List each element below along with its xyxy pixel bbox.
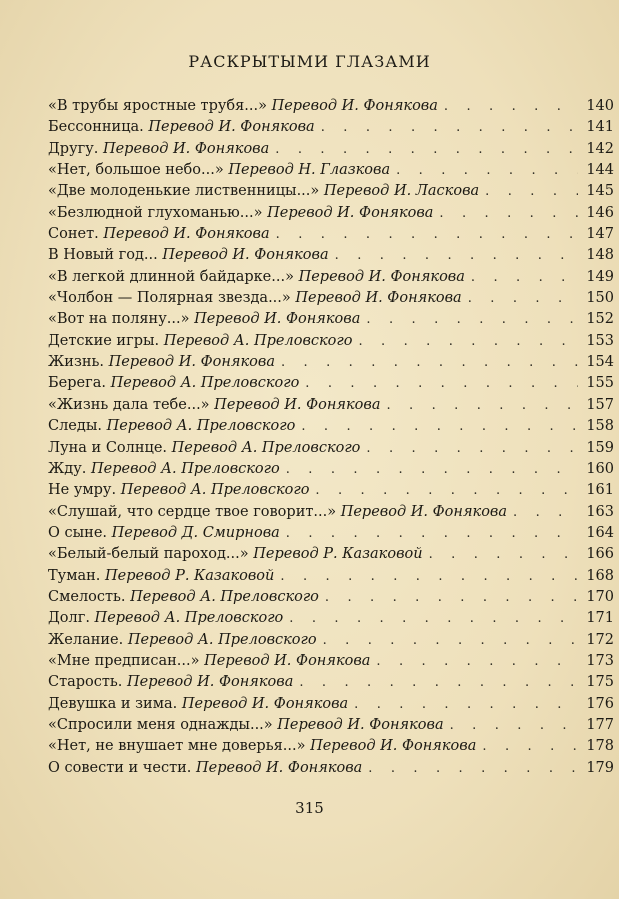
dot-leader [305,373,578,394]
dot-leader [450,715,578,736]
toc-row [48,736,614,757]
toc-title: «Мне предписан...» [48,652,200,669]
toc-title: «Слушай, что сердце твое говорит...» [48,503,337,520]
toc-title: «Нет, большое небо...» [48,162,224,179]
toc-page-number: 171 [586,610,614,627]
page-number: 315 [295,799,324,817]
toc-entry [48,160,390,181]
toc-row [48,373,614,394]
dot-leader [439,203,578,224]
toc-page-number: 148 [586,247,614,264]
toc-title: Детские игры. [48,332,160,349]
toc-credit: Перевод И. Фонякова [194,311,361,328]
toc-row [48,672,614,693]
toc-credit: Перевод А. Преловского [163,332,353,349]
toc-row [48,651,614,672]
toc-entry [48,267,465,288]
toc-credit: Перевод А. Преловского [110,375,300,392]
toc-title: «Нет, не внушает мне доверья...» [48,738,306,755]
toc-entry [48,587,319,608]
dot-leader [335,245,578,266]
toc-entry [48,651,370,672]
toc-entry [48,181,479,202]
toc-credit: Перевод И. Фонякова [108,354,275,371]
toc-row [48,309,614,330]
toc-page-number: 166 [586,546,614,563]
toc-row [48,245,614,266]
dot-leader [376,651,578,672]
toc-title: «В легкой длинной байдарке...» [48,268,294,285]
toc-page-number: 154 [586,354,614,371]
toc-page-number: 177 [586,716,614,733]
toc-page-number: 170 [586,588,614,605]
toc-entry [48,224,270,245]
toc-row [48,587,614,608]
toc-row [48,480,614,501]
toc-row [48,694,614,715]
toc-entry [48,438,360,459]
toc-credit: Перевод И. Фонякова [214,396,381,413]
toc-page-number: 147 [586,226,614,243]
dot-leader [301,416,578,437]
toc-title: Другу. [48,140,99,157]
toc-entry [48,288,462,309]
toc-title: «Безлюдной глухоманью...» [48,204,263,221]
toc-page-number: 157 [586,396,614,413]
toc-row [48,203,614,224]
toc-credit: Перевод И. Фонякова [181,695,349,712]
toc-credit: Перевод А. Преловского [90,460,280,477]
toc-credit: Перевод Р. Казаковой [253,546,423,563]
toc-page-number: 140 [586,98,614,114]
toc-title: Берега. [48,375,106,392]
toc-title: Луна и Солнце. [48,439,168,456]
toc-credit: Перевод А. Преловского [130,588,319,605]
dot-leader [444,96,578,117]
dot-leader [325,587,578,608]
toc-credit: Перевод Д. Смирнова [111,524,280,541]
toc-entry [48,245,329,266]
dot-leader [471,267,578,288]
toc-page-number: 142 [586,140,614,157]
dot-leader [396,160,578,181]
dot-leader [368,758,578,779]
dot-leader [482,736,578,757]
toc-title: «Вот на поляну...» [48,311,190,328]
toc-credit: Перевод А. Преловского [94,610,284,627]
toc-row [48,630,614,651]
toc-entry [48,373,299,394]
toc-page-number: 179 [586,759,614,776]
toc-page-number: 178 [586,738,614,755]
toc-row [48,715,614,736]
dot-leader [280,566,578,587]
toc-entry [48,630,317,651]
toc-title: «Спросили меня однажды...» [48,716,273,733]
toc-entry [48,544,423,565]
toc-entry [48,502,507,523]
toc-credit: Перевод И. Фонякова [102,140,270,157]
toc-title: Смелость. [48,588,126,605]
dot-leader [323,630,578,651]
toc-entry [48,480,309,501]
toc-credit: Перевод И. Фонякова [127,674,294,691]
toc-page-number: 150 [586,290,614,307]
toc-page-number: 145 [586,183,614,200]
toc-row [48,608,614,629]
toc-row [48,438,614,459]
toc-page-number: 172 [586,631,614,648]
toc-credit: Перевод И. Фонякова [162,247,329,264]
toc-credit: Перевод И. Фонякова [277,716,444,733]
toc-entry [48,758,362,779]
dot-leader [366,309,578,330]
toc-title: Бессонница. [48,119,144,136]
toc-row [48,502,614,523]
toc-row [48,758,614,779]
toc-credit: Перевод А. Преловского [120,482,310,499]
toc-credit: Перевод А. Преловского [171,439,361,456]
toc-entry [48,736,476,757]
toc-page-number: 158 [586,418,614,435]
toc-page-number: 163 [586,503,614,520]
toc-row [48,544,614,565]
dot-leader [358,331,578,352]
toc-row [48,288,614,309]
toc-page-number: 149 [586,268,614,285]
toc-credit: Перевод И. Фонякова [267,204,434,221]
toc-row [48,160,614,181]
toc-title: Старость. [48,674,123,691]
toc-page-number: 153 [586,332,614,349]
dot-leader [485,181,578,202]
toc-entry [48,566,274,587]
toc-entry [48,459,280,480]
toc-entry [48,352,275,373]
toc-row [48,96,614,117]
toc-credit: Перевод И. Фонякова [204,652,371,669]
toc-page-number: 146 [586,204,614,221]
toc-entry [48,608,283,629]
dot-leader [289,608,578,629]
toc-title: О совести и чести. [48,759,192,776]
toc-page-number: 155 [586,375,614,392]
toc-title: Жду. [48,460,87,477]
toc-row [48,416,614,437]
toc-row [48,267,614,288]
toc-title: Туман. [48,567,101,584]
toc-row [48,331,614,352]
toc-title: Следы. [48,418,102,435]
toc-row [48,181,614,202]
toc-entry [48,694,348,715]
toc-credit: Перевод Н. Глазкова [228,162,391,179]
toc-page-number: 175 [586,674,614,691]
dot-leader [429,544,578,565]
toc-credit: Перевод И. Фонякова [103,226,270,243]
dot-leader [386,395,578,416]
toc-row [48,139,614,160]
toc-page-number: 176 [586,695,614,712]
toc-entry [48,96,438,117]
toc-title: «Белый-белый пароход...» [48,546,249,563]
toc-row [48,117,614,138]
toc-title: «В трубы яростные трубя...» [48,98,267,114]
toc-row [48,566,614,587]
dot-leader [286,459,578,480]
toc-page-number: 141 [586,119,614,136]
toc-entry [48,203,433,224]
toc-page-number: 159 [586,439,614,456]
toc-page-number: 144 [586,162,614,179]
toc-page-number: 160 [586,460,614,477]
table-of-contents [48,96,614,779]
toc-row [48,224,614,245]
toc-entry [48,416,295,437]
toc-title: «Чолбон — Полярная звезда...» [48,290,291,307]
toc-entry [48,139,269,160]
toc-page-number: 168 [586,567,614,584]
toc-title: О сыне. [48,524,108,541]
toc-credit: Перевод И. Фонякова [310,738,477,755]
toc-title: Желание. [48,631,124,648]
dot-leader [286,523,578,544]
toc-page-number: 164 [586,524,614,541]
toc-credit: Перевод И. Ласкова [323,183,480,200]
toc-credit: Перевод И. Фонякова [295,290,462,307]
dot-leader [281,352,578,373]
toc-title: Девушка и зима. [48,695,178,712]
toc-entry [48,395,380,416]
toc-page-number: 173 [586,652,614,669]
dot-leader [468,288,578,309]
toc-title: Долг. [48,610,90,627]
toc-credit: Перевод Р. Казаковой [105,567,275,584]
toc-credit: Перевод И. Фонякова [195,759,363,776]
toc-row [48,459,614,480]
toc-title: Жизнь. [48,354,105,371]
toc-credit: Перевод А. Преловского [106,418,296,435]
toc-credit: Перевод И. Фонякова [271,98,438,114]
section-title: РАСКРЫТЫМИ ГЛАЗАМИ [188,52,431,71]
toc-row [48,523,614,544]
toc-title: «Две молоденькие лиственницы...» [48,183,320,200]
dot-leader [513,502,578,523]
toc-entry [48,672,293,693]
toc-entry [48,715,444,736]
toc-page-number: 152 [586,311,614,328]
toc-entry [48,331,352,352]
toc-title: Не умру. [48,482,117,499]
toc-credit: Перевод А. Преловского [127,631,317,648]
toc-row [48,395,614,416]
toc-entry [48,309,360,330]
toc-credit: Перевод И. Фонякова [148,119,315,136]
dot-leader [354,694,578,715]
dot-leader [275,139,578,160]
toc-credit: Перевод И. Фонякова [340,503,508,520]
dot-leader [366,438,578,459]
dot-leader [299,672,578,693]
toc-credit: Перевод И. Фонякова [298,268,465,285]
toc-title: В Новый год... [48,247,158,264]
toc-title: Сонет. [48,226,99,243]
dot-leader [315,480,578,501]
toc-row [48,352,614,373]
toc-entry [48,117,315,138]
toc-title: «Жизнь дала тебе...» [48,396,210,413]
toc-page-number: 161 [586,482,614,499]
toc-entry [48,523,280,544]
dot-leader [321,117,578,138]
dot-leader [276,224,578,245]
